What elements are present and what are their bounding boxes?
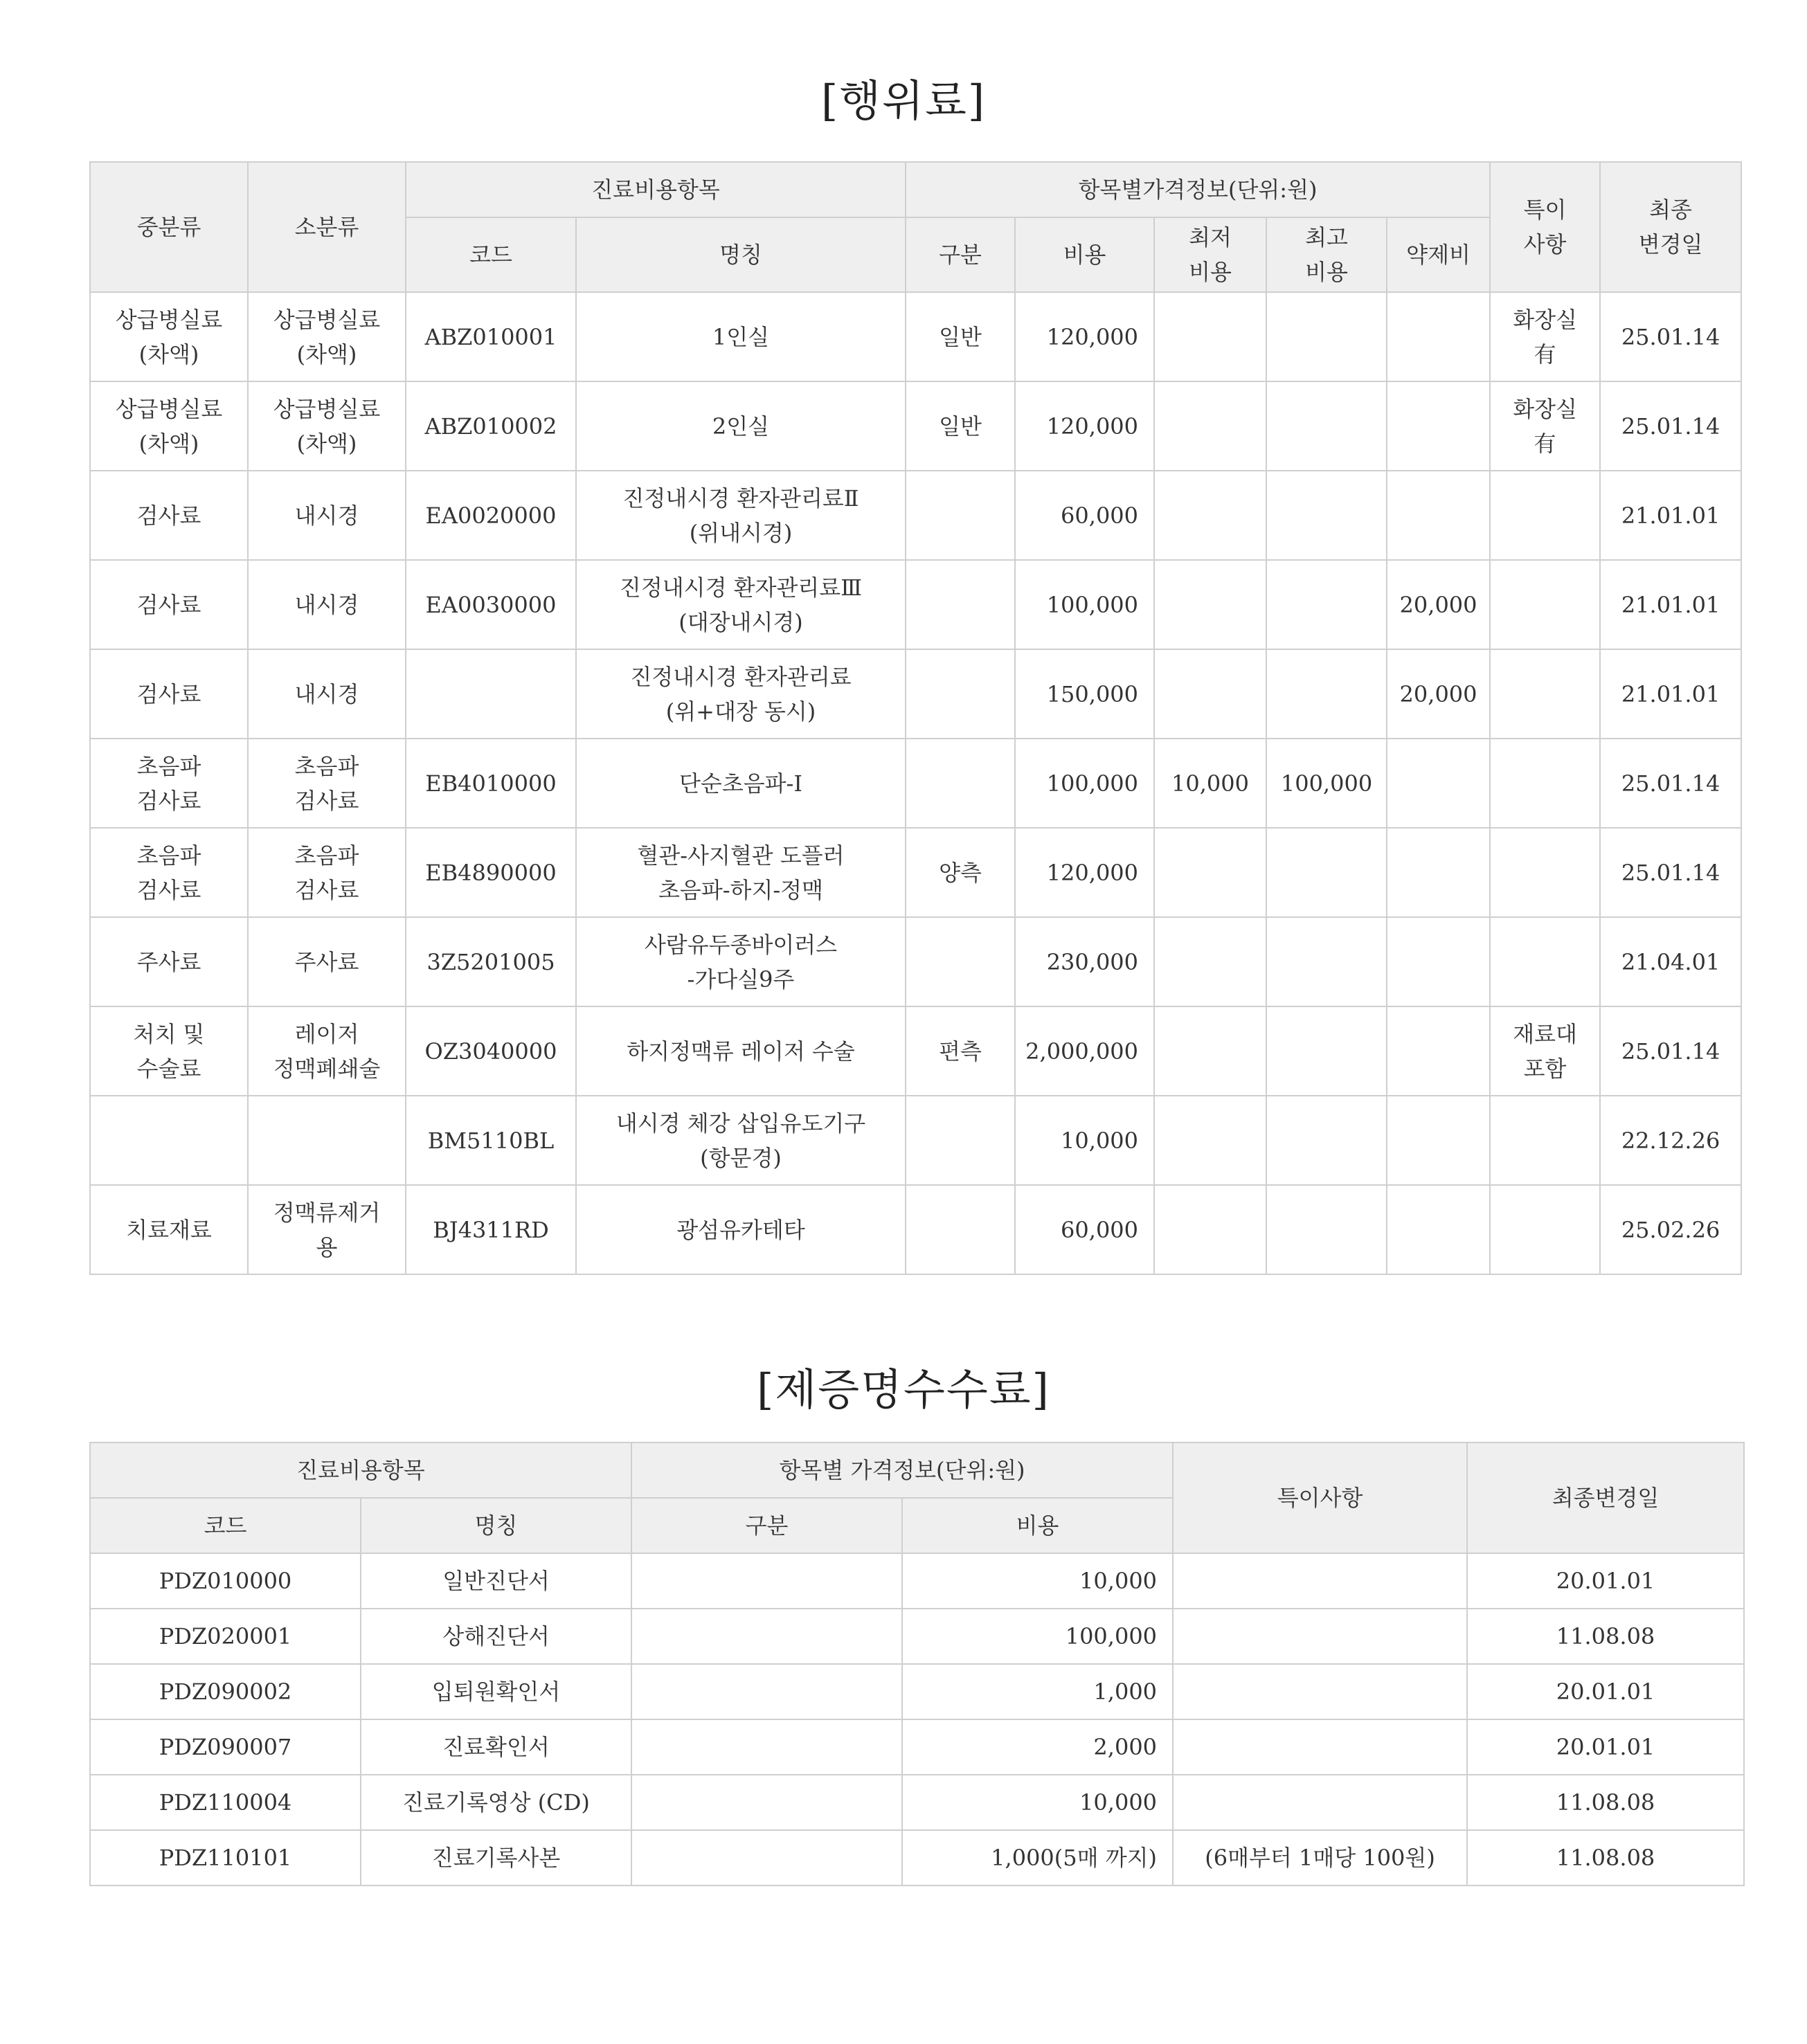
cell-cost: 150,000 (1015, 649, 1154, 739)
cell-type: 양측 (906, 828, 1015, 917)
table-row (90, 381, 1741, 471)
cell-type (906, 471, 1015, 560)
cell-name: 진료기록사본 (361, 1830, 631, 1885)
cell-drug-cost: 20,000 (1387, 649, 1490, 739)
cell-sub-category: 상급병실료 (차액) (248, 292, 406, 381)
cell-cost: 10,000 (1015, 1096, 1154, 1185)
cell-name: 입퇴원확인서 (361, 1664, 631, 1719)
cell-name: 광섬유카테타 (576, 1185, 906, 1274)
cell-name: 내시경 체강 삽입유도기구 (항문경) (576, 1096, 906, 1185)
cert-header-last-changed: 최종변경일 (1467, 1442, 1744, 1553)
cell-max-cost (1266, 828, 1387, 917)
cell-min-cost (1154, 828, 1266, 917)
cell-name: 진정내시경 환자관리료Ⅱ (위내시경) (576, 471, 906, 560)
cell-type (906, 649, 1015, 739)
cell-name: 진료확인서 (361, 1719, 631, 1775)
header-type: 구분 (906, 217, 1015, 292)
cell-remark: 화장실 有 (1490, 381, 1600, 471)
table-row (90, 739, 1741, 828)
cell-sub-category: 정맥류제거 용 (248, 1185, 406, 1274)
cell-drug-cost (1387, 1096, 1490, 1185)
header-remarks: 특이 사항 (1490, 162, 1600, 292)
cell-code: EA0020000 (406, 471, 576, 560)
cell-remark (1490, 1096, 1600, 1185)
cell-remark: 화장실 有 (1490, 292, 1600, 381)
cell-min-cost: 10,000 (1154, 739, 1266, 828)
cell-sub-category: 초음파 검사료 (248, 828, 406, 917)
cell-date: 21.01.01 (1600, 649, 1741, 739)
cell-min-cost (1154, 560, 1266, 649)
procedure-fees-title: [행위료] (820, 75, 987, 126)
cell-max-cost (1266, 1185, 1387, 1274)
cell-remark: 재료대 포함 (1490, 1006, 1600, 1096)
cell-sub-category (248, 1096, 406, 1185)
cell-mid-category: 치료재료 (90, 1185, 248, 1274)
cell-drug-cost (1387, 739, 1490, 828)
cell-date: 21.01.01 (1600, 471, 1741, 560)
cell-remark (1173, 1609, 1467, 1664)
cert-header-price-group: 항목별 가격정보(단위:원) (631, 1442, 1173, 1498)
cell-date: 20.01.01 (1467, 1553, 1744, 1609)
cell-remark (1490, 471, 1600, 560)
cell-cost: 120,000 (1015, 381, 1154, 471)
cell-code: ABZ010001 (406, 292, 576, 381)
cell-type: 일반 (906, 381, 1015, 471)
table-row (90, 1185, 1741, 1274)
cell-cost: 1,000 (902, 1664, 1173, 1719)
cell-mid-category: 처치 및 수술료 (90, 1006, 248, 1096)
header-name: 명칭 (576, 217, 906, 292)
cell-name: 1인실 (576, 292, 906, 381)
cell-cost: 120,000 (1015, 828, 1154, 917)
cell-name: 하지정맥류 레이저 수술 (576, 1006, 906, 1096)
cell-sub-category: 레이저 정맥폐쇄술 (248, 1006, 406, 1096)
cell-min-cost (1154, 1006, 1266, 1096)
table-row (90, 1096, 1741, 1185)
cell-cost: 100,000 (1015, 560, 1154, 649)
cell-drug-cost (1387, 828, 1490, 917)
cell-date: 25.01.14 (1600, 828, 1741, 917)
cell-max-cost (1266, 292, 1387, 381)
cell-code: EA0030000 (406, 560, 576, 649)
cell-date: 11.08.08 (1467, 1609, 1744, 1664)
cell-name: 상해진단서 (361, 1609, 631, 1664)
cell-mid-category: 초음파 검사료 (90, 828, 248, 917)
cell-date: 11.08.08 (1467, 1775, 1744, 1830)
cell-max-cost (1266, 917, 1387, 1006)
certificate-fees-title: [제증명수수료] (757, 1364, 1050, 1415)
cell-mid-category (90, 1096, 248, 1185)
table-row (90, 1006, 1741, 1096)
cell-code: BM5110BL (406, 1096, 576, 1185)
cell-remark (1490, 739, 1600, 828)
cell-type: 일반 (906, 292, 1015, 381)
cell-min-cost (1154, 917, 1266, 1006)
cell-date: 20.01.01 (1467, 1719, 1744, 1775)
cell-code: PDZ110004 (90, 1775, 361, 1830)
cell-min-cost (1154, 292, 1266, 381)
cell-sub-category: 내시경 (248, 471, 406, 560)
header-min-cost: 최저 비용 (1154, 217, 1266, 292)
cell-type (631, 1719, 902, 1775)
cell-mid-category: 주사료 (90, 917, 248, 1006)
cell-mid-category: 검사료 (90, 471, 248, 560)
cell-mid-category: 검사료 (90, 649, 248, 739)
header-sub-category: 소분류 (248, 162, 406, 292)
cell-type (906, 1185, 1015, 1274)
header-max-cost: 최고 비용 (1266, 217, 1387, 292)
cell-code: OZ3040000 (406, 1006, 576, 1096)
cell-min-cost (1154, 381, 1266, 471)
cell-code: PDZ090002 (90, 1664, 361, 1719)
cell-remark (1173, 1775, 1467, 1830)
cert-header-type: 구분 (631, 1498, 902, 1553)
cert-header-remarks: 특이사항 (1173, 1442, 1467, 1553)
cert-header-item-group: 진료비용항목 (90, 1442, 631, 1498)
cell-name: 혈관-사지혈관 도플러 초음파-하지-정맥 (576, 828, 906, 917)
header-cost: 비용 (1015, 217, 1154, 292)
cell-date: 20.01.01 (1467, 1664, 1744, 1719)
cell-date: 25.01.14 (1600, 1006, 1741, 1096)
procedure-fees-table (89, 161, 1742, 1275)
cell-cost: 1,000(5매 까지) (902, 1830, 1173, 1885)
table-row (90, 1553, 1744, 1609)
cell-code: PDZ090007 (90, 1719, 361, 1775)
cell-cost: 60,000 (1015, 1185, 1154, 1274)
cell-code: PDZ110101 (90, 1830, 361, 1885)
cell-remark (1173, 1664, 1467, 1719)
header-mid-category: 중분류 (90, 162, 248, 292)
cell-date: 25.01.14 (1600, 292, 1741, 381)
cert-header-name: 명칭 (361, 1498, 631, 1553)
cell-type (631, 1609, 902, 1664)
cell-code: EB4010000 (406, 739, 576, 828)
table-row (90, 1664, 1744, 1719)
certificate-fees-table (89, 1442, 1745, 1886)
table-row (90, 649, 1741, 739)
cell-cost: 10,000 (902, 1553, 1173, 1609)
cell-cost: 100,000 (1015, 739, 1154, 828)
cell-date: 25.01.14 (1600, 381, 1741, 471)
table-row (90, 1830, 1744, 1885)
table-row (90, 560, 1741, 649)
table-row (90, 1609, 1744, 1664)
cell-date: 21.04.01 (1600, 917, 1741, 1006)
cell-remark (1490, 828, 1600, 917)
cell-type (906, 560, 1015, 649)
header-price-group: 항목별가격정보(단위:원) (906, 162, 1490, 217)
cell-type: 편측 (906, 1006, 1015, 1096)
cell-remark (1490, 649, 1600, 739)
cell-remark (1490, 1185, 1600, 1274)
cell-remark: (6매부터 1매당 100원) (1173, 1830, 1467, 1885)
cell-mid-category: 검사료 (90, 560, 248, 649)
table-row (90, 917, 1741, 1006)
cell-code: 3Z5201005 (406, 917, 576, 1006)
table-row (90, 292, 1741, 381)
cell-name: 진료기록영상 (CD) (361, 1775, 631, 1830)
cell-remark (1490, 917, 1600, 1006)
header-code: 코드 (406, 217, 576, 292)
cell-name: 사람유두종바이러스 -가다실9주 (576, 917, 906, 1006)
cell-date: 25.02.26 (1600, 1185, 1741, 1274)
cell-drug-cost (1387, 381, 1490, 471)
cert-header-code: 코드 (90, 1498, 361, 1553)
cell-mid-category: 초음파 검사료 (90, 739, 248, 828)
cell-code: ABZ010002 (406, 381, 576, 471)
cell-mid-category: 상급병실료 (차액) (90, 292, 248, 381)
cell-remark (1173, 1719, 1467, 1775)
cell-drug-cost (1387, 1185, 1490, 1274)
cell-name: 진정내시경 환자관리료Ⅲ (대장내시경) (576, 560, 906, 649)
cell-max-cost (1266, 381, 1387, 471)
cell-max-cost (1266, 471, 1387, 560)
cell-cost: 10,000 (902, 1775, 1173, 1830)
cell-name: 2인실 (576, 381, 906, 471)
cert-header-cost: 비용 (902, 1498, 1173, 1553)
cell-drug-cost (1387, 917, 1490, 1006)
cell-drug-cost (1387, 471, 1490, 560)
cell-cost: 100,000 (902, 1609, 1173, 1664)
cell-code (406, 649, 576, 739)
cell-name: 단순초음파-I (576, 739, 906, 828)
cell-type (631, 1553, 902, 1609)
cell-cost: 2,000 (902, 1719, 1173, 1775)
cell-sub-category: 초음파 검사료 (248, 739, 406, 828)
cell-min-cost (1154, 1096, 1266, 1185)
cell-date: 11.08.08 (1467, 1830, 1744, 1885)
cell-mid-category: 상급병실료 (차액) (90, 381, 248, 471)
cell-date: 25.01.14 (1600, 739, 1741, 828)
cell-cost: 230,000 (1015, 917, 1154, 1006)
table-row (90, 828, 1741, 917)
cell-name: 진정내시경 환자관리료 (위+대장 동시) (576, 649, 906, 739)
cell-cost: 2,000,000 (1015, 1006, 1154, 1096)
cell-max-cost (1266, 560, 1387, 649)
cell-drug-cost: 20,000 (1387, 560, 1490, 649)
cell-drug-cost (1387, 292, 1490, 381)
cell-code: PDZ010000 (90, 1553, 361, 1609)
table-row (90, 1775, 1744, 1830)
cell-min-cost (1154, 649, 1266, 739)
cell-type (631, 1830, 902, 1885)
table-row (90, 1719, 1744, 1775)
cell-cost: 120,000 (1015, 292, 1154, 381)
cell-type (631, 1664, 902, 1719)
cell-max-cost (1266, 1006, 1387, 1096)
cell-min-cost (1154, 471, 1266, 560)
cell-type (631, 1775, 902, 1830)
cell-sub-category: 내시경 (248, 560, 406, 649)
header-last-changed: 최종 변경일 (1600, 162, 1741, 292)
cell-drug-cost (1387, 1006, 1490, 1096)
cell-remark (1173, 1553, 1467, 1609)
header-drug-cost: 약제비 (1387, 217, 1490, 292)
cell-sub-category: 주사료 (248, 917, 406, 1006)
cell-max-cost (1266, 649, 1387, 739)
cell-max-cost (1266, 1096, 1387, 1185)
cell-code: EB4890000 (406, 828, 576, 917)
cell-type (906, 917, 1015, 1006)
cell-cost: 60,000 (1015, 471, 1154, 560)
cell-sub-category: 내시경 (248, 649, 406, 739)
table-row (90, 471, 1741, 560)
cell-max-cost: 100,000 (1266, 739, 1387, 828)
cell-name: 일반진단서 (361, 1553, 631, 1609)
cell-sub-category: 상급병실료 (차액) (248, 381, 406, 471)
cell-code: PDZ020001 (90, 1609, 361, 1664)
cell-code: BJ4311RD (406, 1185, 576, 1274)
cell-min-cost (1154, 1185, 1266, 1274)
cell-date: 21.01.01 (1600, 560, 1741, 649)
cell-type (906, 739, 1015, 828)
cell-date: 22.12.26 (1600, 1096, 1741, 1185)
cell-type (906, 1096, 1015, 1185)
cell-remark (1490, 560, 1600, 649)
header-item-group: 진료비용항목 (406, 162, 906, 217)
